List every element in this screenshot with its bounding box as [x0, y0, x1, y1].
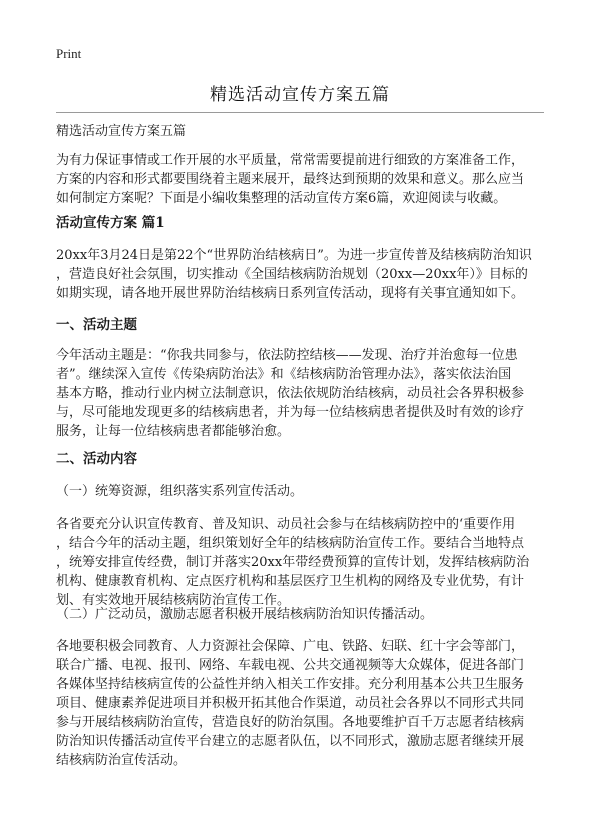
paragraph-line: ，统筹安排宣传经费，制订并落实20xx年带经费预算的宣传计划，发挥结核病防治 [56, 555, 530, 570]
paragraph-line: 为有力保证事情或工作开展的水平质量，常常需要提前进行细致的方案准备工作， [56, 153, 525, 168]
paragraph-line: 如何制定方案呢？下面是小编收集整理的活动宣传方案6篇，欢迎阅读与收藏。 [56, 191, 507, 206]
paragraph-line: 防治知识传播活动宣传平台建立的志愿者队伍，以不同形式，激励志愿者继续开展 [56, 734, 525, 749]
intro-paragraph [56, 151, 544, 208]
paragraph-line: 服务，让每一位结核病患者都能够治愈。 [56, 424, 291, 439]
paragraph-line: 各媒体坚持结核病宣传的公益性并纳入相关工作安排。充分利用基本公共卫生服务 [56, 677, 525, 692]
paragraph-line: 联合广播、电视、报刊、网络、车载电视、公共交通视频等大众媒体，促进各部门 [56, 658, 525, 673]
paragraph-line: 与，尽可能地发现更多的结核病患者，并为每一位结核病患者提供及时有效的诊疗 [56, 405, 525, 420]
paragraph-line: 划、有实效地开展结核病防治宣传工作。 [56, 593, 291, 608]
page-title: 精选活动宣传方案五篇 [210, 85, 390, 105]
paragraph-line: ，营造良好社会氛围，切实推动《全国结核病防治规划（20xx—20xx年）》目标的 [56, 267, 528, 282]
paragraph-2 [56, 346, 544, 441]
paragraph-line: 项目、健康素养促进项目并积极开拓其他合作渠道，动员社会各界以不同形式共同 [56, 696, 525, 711]
document-subtitle [56, 122, 544, 141]
paragraph-line: 方案的内容和形式都要围绕着主题来展开，最终达到预期的效果和意义。那么应当 [56, 172, 525, 187]
paragraph-line: 今年活动主题是：“你我共同参与，依法防控结核——发现、治疗并治愈每一位患 [56, 348, 518, 363]
paragraph-3 [56, 515, 544, 610]
paragraph-line: 者”。继续深入宣传《传染病防治法》和《结核病防治管理办法》，落实依法治国 [56, 367, 512, 382]
print-link[interactable]: Print [56, 46, 82, 61]
subheading-2 [56, 605, 544, 624]
paragraph-line: 参与开展结核病防治宣传，营造良好的防治氛围。各地要维护百千万志愿者结核病 [56, 715, 525, 730]
title-divider [56, 112, 544, 113]
subtitle-line: 精选活动宣传方案五篇 [56, 124, 187, 139]
paragraph-line: 基本方略，推动行业内树立法制意识，依法依规防治结核病，动员社会各界积极参 [56, 386, 525, 401]
paragraph-line: ，结合今年的活动主题，组织策划好全年的结核病防治宣传工作。要结合当地特点 [56, 536, 525, 551]
heading-activity-theme: 一、活动主题 [56, 317, 137, 333]
subheading-1 [56, 482, 544, 501]
subheading-line: （二）广泛动员，激励志愿者积极开展结核病防治知识传播活动。 [56, 607, 434, 622]
paragraph-line: 结核病防治宣传活动。 [56, 753, 187, 768]
paragraph-line: 如期实现，请各地开展世界防治结核病日系列宣传活动，现将有关事宜通知如下。 [56, 286, 525, 301]
heading-activity-content: 二、活动内容 [56, 451, 137, 467]
paragraph-line: 各地要积极会同教育、人力资源社会保障、广电、铁路、妇联、红十字会等部门， [56, 639, 525, 654]
subheading-line: （一）统筹资源，组织落实系列宣传活动。 [56, 484, 304, 499]
section-heading: 活动宣传方案 篇1 [56, 215, 165, 231]
paragraph-1 [56, 246, 544, 303]
paragraph-line: 机构、健康教育机构、定点医疗机构和基层医疗卫生机构的网络及专业优势，有计 [56, 574, 525, 589]
paragraph-4 [56, 637, 544, 770]
paragraph-line: 各省要充分认识宣传教育、普及知识、动员社会参与在结核病防控中的‘重要作用 [56, 517, 516, 532]
paragraph-line: 20xx年3月24日是第22个“世界防治结核病日”。为进一步宣传普及结核病防治知识 [56, 248, 532, 263]
